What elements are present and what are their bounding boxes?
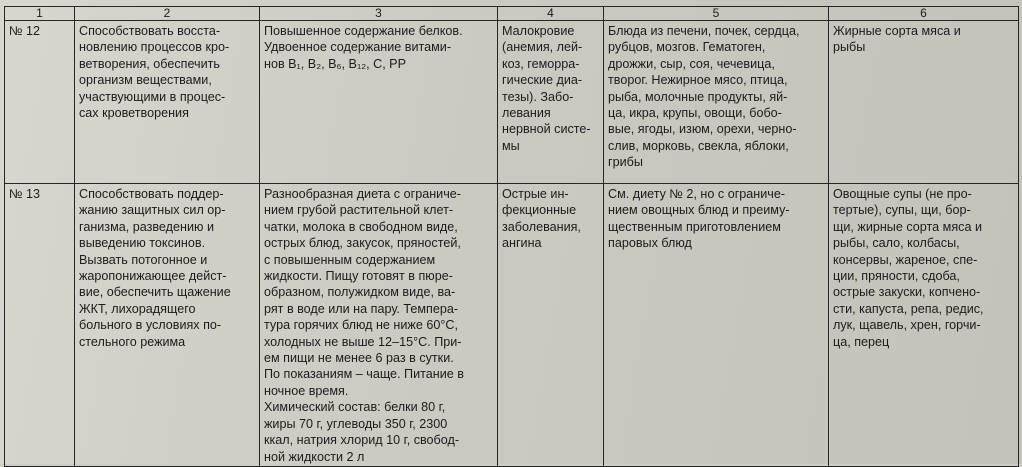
cell-text-line: Повышенное содержание белков. bbox=[264, 24, 463, 38]
cell-text-line: организм веществами, bbox=[79, 73, 212, 88]
cell-text-line: Способствовать поддер- bbox=[79, 187, 224, 201]
column-number: 4 bbox=[498, 7, 604, 21]
cell-text-line: нием овощных блюд и преиму- bbox=[608, 203, 790, 218]
cell-text-line: фекционные bbox=[502, 203, 577, 218]
diet-number-cell bbox=[5, 21, 75, 184]
table-row bbox=[5, 21, 1019, 184]
cell-text-line: тура горячих блюд не ниже 60°С, bbox=[264, 318, 458, 333]
cell-text-line: ветворения, обеспечить bbox=[79, 56, 220, 71]
cell-text-line: коз, геморра- bbox=[502, 56, 580, 71]
column-number-row bbox=[5, 7, 1019, 21]
cell-text-line: ем пищи не менее 6 раз в сутки. bbox=[264, 351, 454, 366]
column-number: 2 bbox=[75, 7, 260, 21]
cell-text-line: См. диету № 2, но с ограниче- bbox=[608, 187, 786, 201]
cell-text-line: больного в условиях по- bbox=[79, 318, 222, 333]
cell-text-line: вие, обеспечить щажение bbox=[79, 285, 231, 300]
cell-text-line: тертые), супы, щи, бор- bbox=[833, 203, 971, 218]
cell-text-line: рят в воде или на пару. Темпера- bbox=[264, 301, 459, 316]
cell-text-line: слив, морковь, свекла, яблоки, bbox=[608, 138, 789, 153]
cell-text-line: вые, ягоды, изюм, орехи, черно- bbox=[608, 122, 797, 137]
indications-cell bbox=[498, 184, 604, 467]
characteristics-cell bbox=[260, 21, 498, 184]
cell-text-line: острых блюд, закусок, пряностей, bbox=[264, 236, 461, 251]
cell-text-line: ца, перец bbox=[833, 334, 890, 349]
cell-text-line: образном, полужидком виде, ва- bbox=[264, 285, 456, 300]
indications-cell bbox=[498, 21, 604, 184]
cell-text-line: заболевания, bbox=[502, 219, 581, 234]
cell-text-line: лук, щавель, хрен, горчи- bbox=[833, 318, 981, 333]
cell-text-line: (анемия, лей- bbox=[502, 40, 583, 55]
cell-text-line: Острые ин- bbox=[502, 187, 569, 201]
cell-text-line: нов B₁, B₂, B₆, B₁₂, C, PP bbox=[264, 56, 406, 71]
cell-text-line: грибы bbox=[608, 155, 643, 170]
cell-text-line: Овощные супы (не про- bbox=[833, 187, 972, 201]
recommended-foods-cell bbox=[604, 21, 829, 184]
cell-text-line: рыбы bbox=[833, 40, 866, 55]
cell-text-line: Малокровие bbox=[502, 24, 575, 38]
cell-text-line: чатки, молока в свободном виде, bbox=[264, 219, 458, 234]
cell-text-line: консервы, жареное, спе- bbox=[833, 252, 978, 267]
column-number: 6 bbox=[829, 7, 1019, 21]
characteristics-cell bbox=[260, 184, 498, 467]
cell-text-line: Химический состав: белки 80 г, bbox=[264, 400, 446, 415]
column-number: 3 bbox=[260, 7, 498, 21]
recommended-foods-cell bbox=[604, 184, 829, 467]
cell-text-line: ганизма, разведению и bbox=[79, 219, 214, 234]
excluded-foods-cell bbox=[829, 21, 1019, 184]
cell-text-line: рыба, молочные продукты, яй- bbox=[608, 89, 788, 104]
cell-text-line: ции, пряности, сдоба, bbox=[833, 269, 960, 284]
cell-text-line: ной жидкости 2 л bbox=[264, 449, 365, 464]
cell-text-line: ккал, натрия хлорид 10 г, свобод- bbox=[264, 433, 460, 448]
cell-text-line: сти, капуста, репа, редис, bbox=[833, 301, 984, 316]
diet-number-cell bbox=[5, 184, 75, 467]
cell-text-line: Жирные сорта мяса и bbox=[833, 24, 961, 38]
diet-number: № 12 bbox=[9, 24, 41, 38]
cell-text-line: дрожжи, сыр, соя, чечевица, bbox=[608, 56, 775, 71]
cell-text-line: Удвоенное содержание витами- bbox=[264, 40, 452, 55]
cell-text-line: паровых блюд bbox=[608, 236, 692, 251]
cell-text-line: рыбы, сало, колбасы, bbox=[833, 236, 960, 251]
cell-text-line: новлению процессов кро- bbox=[79, 40, 230, 55]
cell-text-line: ночное время. bbox=[264, 383, 349, 398]
cell-text-line: острые закуски, копчено- bbox=[833, 285, 981, 300]
cell-text-line: стельного режима bbox=[79, 334, 186, 349]
excluded-foods-cell bbox=[829, 184, 1019, 467]
column-number: 5 bbox=[604, 7, 829, 21]
cell-text-line: гические диа- bbox=[502, 73, 583, 88]
cell-text-line: Вызвать потогонное и bbox=[79, 252, 208, 267]
diet-table bbox=[4, 6, 1019, 467]
cell-text-line: с повышенным содержанием bbox=[264, 252, 436, 267]
cell-text-line: По показаниям – чаще. Питание в bbox=[264, 367, 464, 382]
purpose-cell bbox=[75, 21, 260, 184]
purpose-cell bbox=[75, 184, 260, 467]
table-row bbox=[5, 184, 1019, 467]
cell-text-line: жидкости. Пищу готовят в пюре- bbox=[264, 269, 453, 284]
cell-text-line: ангина bbox=[502, 236, 542, 251]
cell-text-line: мы bbox=[502, 138, 520, 153]
cell-text-line: жанию защитных сил ор- bbox=[79, 203, 226, 218]
cell-text-line: творог. Нежирное мясо, птица, bbox=[608, 73, 788, 88]
cell-text-line: участвующими в процес- bbox=[79, 89, 226, 104]
cell-text-line: холодных не выше 12–15°С. При- bbox=[264, 334, 462, 349]
cell-text-line: нием грубой растительной клет- bbox=[264, 203, 454, 218]
cell-text-line: левания bbox=[502, 106, 551, 121]
column-number: 1 bbox=[5, 7, 75, 21]
cell-text-line: ца, икра, крупы, овощи, бобо- bbox=[608, 106, 782, 121]
cell-text-line: жаропонижающее дейст- bbox=[79, 269, 227, 284]
cell-text-line: ЖКТ, лихорадящего bbox=[79, 301, 196, 316]
cell-text-line: жиры 70 г, углеводы 350 г, 2300 bbox=[264, 416, 448, 431]
cell-text-line: рубцов, мозгов. Гематоген, bbox=[608, 40, 766, 55]
cell-text-line: нервной систе- bbox=[502, 122, 591, 137]
cell-text-line: щи, жирные сорта мяса и bbox=[833, 219, 982, 234]
cell-text-line: Разнообразная диета с ограниче- bbox=[264, 187, 461, 201]
cell-text-line: Способствовать восста- bbox=[79, 24, 221, 38]
cell-text-line: тезы). Забо- bbox=[502, 89, 574, 104]
cell-text-line: Блюда из печени, почек, сердца, bbox=[608, 24, 800, 38]
cell-text-line: выведению токсинов. bbox=[79, 236, 206, 251]
cell-text-line: щественным приготовлением bbox=[608, 219, 781, 234]
diet-number: № 13 bbox=[9, 187, 41, 201]
cell-text-line: сах кроветворения bbox=[79, 106, 189, 121]
